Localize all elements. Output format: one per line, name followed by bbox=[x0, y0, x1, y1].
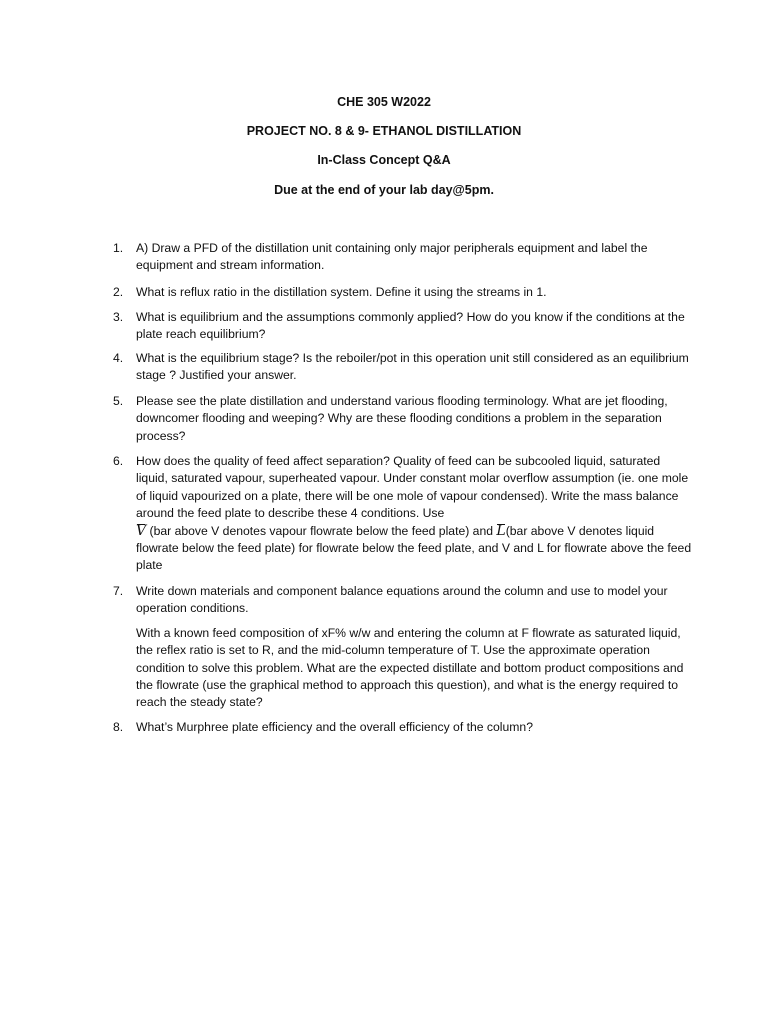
question-text-part: (bar above V denotes vapour flowrate below the feed plate) and bbox=[146, 523, 497, 538]
question-item bbox=[113, 240, 693, 275]
question-text bbox=[136, 453, 693, 575]
l-bar-symbol: L bbox=[496, 522, 506, 539]
question-number: 8. bbox=[113, 720, 124, 734]
course-code: CHE 305 W2022 bbox=[337, 95, 431, 109]
question-text-part: How does the quality of feed affect separation? Quality of feed can be subcooled liquid, saturated liquid, saturated vapour, superheated vapour. Under constant molar overflow assumption (ie. one mole of liquid vapourized on a plate, there will be one mole of vapour condensed). Write the mass balance around the feed plate to describe these 4 conditions. Use bbox=[136, 454, 689, 521]
question-item bbox=[113, 393, 693, 445]
question-text: A) Draw a PFD of the distillation unit containing only major peripherals equipment and label the equipment and stream information. bbox=[136, 241, 648, 273]
question-item bbox=[113, 350, 693, 385]
question-text: Write down materials and component balance equations around the column and use to model your operation conditions. bbox=[136, 584, 668, 616]
question-number: 5. bbox=[113, 394, 124, 408]
question-number: 2. bbox=[113, 285, 124, 299]
question-number: 1. bbox=[113, 241, 124, 255]
v-bar-symbol: V bbox=[136, 522, 147, 539]
question-text-part: (bar above V denotes liquid flowrate below the feed plate) for flowrate below the feed plate, and V and L for flowrate above the feed plate bbox=[136, 523, 692, 573]
project-title: PROJECT NO. 8 & 9- ETHANOL DISTILLATION bbox=[246, 124, 522, 138]
question-text: What is reflux ratio in the distillation system. Define it using the streams in 1. bbox=[136, 285, 547, 299]
question-item bbox=[113, 453, 693, 575]
question-number: 6. bbox=[113, 454, 124, 468]
question-item bbox=[113, 583, 693, 712]
question-number: 7. bbox=[113, 584, 124, 598]
subtitle: In-Class Concept Q&A bbox=[317, 153, 451, 167]
question-item bbox=[113, 719, 693, 736]
question-text: Please see the plate distillation and understand various flooding terminology. What are jet flooding, downcomer flooding and weeping? Why are these flooding conditions a problem in the separation process? bbox=[136, 394, 668, 443]
question-text: What is equilibrium and the assumptions commonly applied? How do you know if the conditions at the plate reach equilibrium? bbox=[136, 310, 685, 342]
question-text-continued: With a known feed composition of xF% w/w and entering the column at F flowrate as saturated liquid, the reflex ratio is set to R, and the mid-column temperature of T. Use the approximate operation condition to solve this problem. What are the expected distillate and bottom product compositions and the flowrate (use the graphical method to approach this question), and what is the energy required to reach the steady state? bbox=[136, 625, 684, 710]
due-note: Due at the end of your lab day@5pm. bbox=[274, 183, 494, 197]
question-number: 4. bbox=[113, 351, 124, 365]
question-text: What is the equilibrium stage? Is the reboiler/pot in this operation unit still considered as an equilibrium stage ? Justified your answer. bbox=[136, 351, 689, 383]
question-text: What’s Murphree plate efficiency and the overall efficiency of the column? bbox=[136, 720, 533, 734]
question-item bbox=[113, 284, 693, 301]
question-item bbox=[113, 309, 693, 344]
question-number: 3. bbox=[113, 310, 124, 324]
